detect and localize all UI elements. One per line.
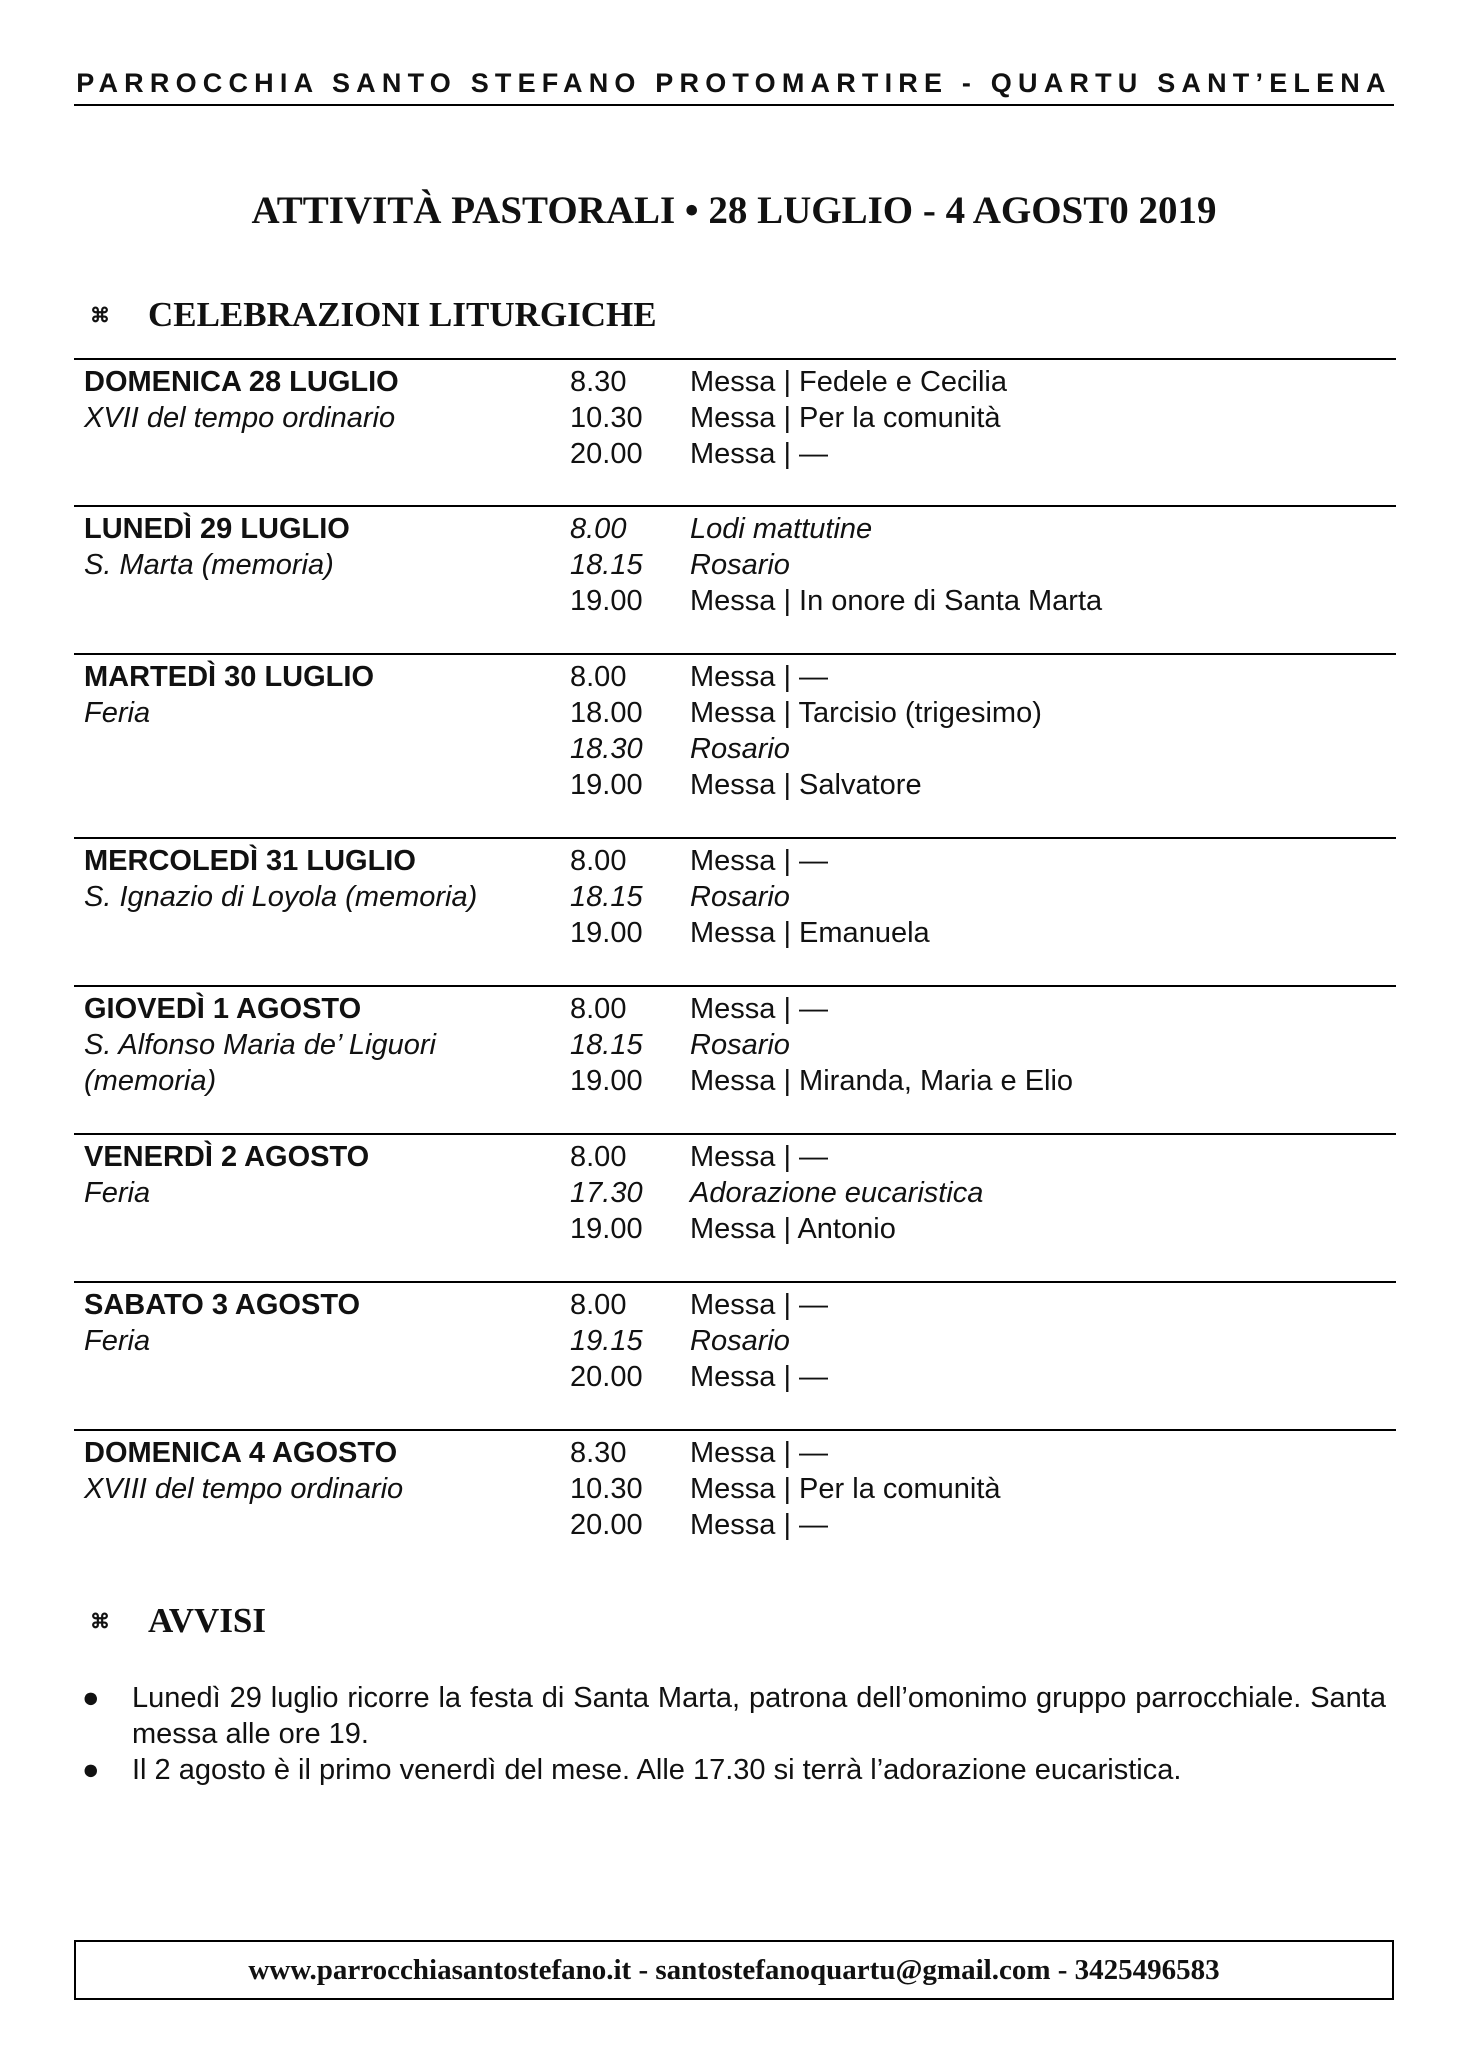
bulletin-title: ATTIVITÀ PASTORALI • 28 LUGLIO - 4 AGOST0 2019 [251, 189, 1217, 232]
day-subtitle: XVIII del tempo ordinario [84, 1473, 404, 1505]
event-description: Messa | Antonio [690, 1213, 896, 1245]
event-row [570, 1063, 1396, 1099]
day-subtitle: Feria [84, 697, 151, 729]
event-time: 8.30 [570, 366, 627, 398]
event-row [570, 915, 1396, 951]
event-time: 20.00 [570, 1509, 643, 1541]
event-description: Messa | — [690, 1289, 829, 1321]
event-description: Messa | — [690, 438, 829, 470]
day-subtitle: S. Ignazio di Loyola (memoria) [84, 881, 478, 913]
event-time: 8.00 [570, 1141, 627, 1173]
section-avvisi-label: AVVISI [148, 1601, 267, 1640]
event-row [570, 511, 1396, 547]
day-events [570, 991, 1396, 1099]
schedule-day [74, 985, 1396, 1133]
schedule-day [74, 1133, 1396, 1281]
event-time: 20.00 [570, 1361, 643, 1393]
event-time: 19.00 [570, 769, 643, 801]
schedule-day [74, 505, 1396, 653]
event-time: 19.00 [570, 1213, 643, 1245]
day-name: MARTEDÌ 30 LUGLIO [84, 661, 375, 693]
event-row [570, 400, 1396, 436]
event-row [570, 695, 1396, 731]
event-description: Lodi mattutine [690, 513, 873, 545]
event-description: Messa | — [690, 993, 829, 1025]
event-description: Adorazione eucaristica [690, 1177, 984, 1209]
event-description: Messa | In onore di Santa Marta [690, 585, 1103, 617]
day-subtitle: Feria [84, 1177, 151, 1209]
day-subtitle: Feria [84, 1325, 151, 1357]
day-name: LUNEDÌ 29 LUGLIO [84, 513, 350, 545]
event-description: Messa | — [690, 661, 829, 693]
day-subtitle: S. Alfonso Maria de’ Liguori (memoria) [84, 1029, 436, 1097]
section-mark-icon: ⌘ [90, 1610, 110, 1633]
event-row [570, 1359, 1396, 1395]
event-row [570, 1027, 1396, 1063]
event-description: Messa | — [690, 1509, 829, 1541]
event-time: 8.00 [570, 1289, 627, 1321]
notice-item [74, 1680, 1396, 1752]
event-time: 8.30 [570, 1437, 627, 1469]
event-time: 19.00 [570, 585, 643, 617]
event-row [570, 1471, 1396, 1507]
event-row [570, 1287, 1396, 1323]
event-description: Messa | Miranda, Maria e Elio [690, 1065, 1074, 1097]
contact-footer [74, 1940, 1394, 2000]
section-avvisi [74, 1598, 266, 1644]
event-time: 18.15 [570, 549, 643, 581]
event-row [570, 1139, 1396, 1175]
event-time: 8.00 [570, 513, 627, 545]
event-time: 19.00 [570, 917, 643, 949]
header-divider [74, 104, 1394, 106]
event-row [570, 991, 1396, 1027]
event-time: 18.15 [570, 881, 643, 913]
event-time: 20.00 [570, 438, 643, 470]
day-events [570, 1287, 1396, 1395]
day-name: DOMENICA 4 AGOSTO [84, 1437, 398, 1469]
day-events [570, 1139, 1396, 1247]
event-time: 19.00 [570, 1065, 643, 1097]
event-description: Messa | Tarcisio (trigesimo) [690, 697, 1042, 729]
event-row [570, 731, 1396, 767]
event-description: Messa | Emanuela [690, 917, 930, 949]
event-row [570, 547, 1396, 583]
day-name: DOMENICA 28 LUGLIO [84, 366, 399, 398]
day-name: GIOVEDÌ 1 AGOSTO [84, 993, 362, 1025]
day-name: MERCOLEDÌ 31 LUGLIO [84, 845, 416, 877]
event-row [570, 843, 1396, 879]
event-time: 10.30 [570, 402, 643, 434]
day-events [570, 1435, 1396, 1543]
day-events [570, 843, 1396, 951]
event-time: 18.30 [570, 733, 643, 765]
event-time: 8.00 [570, 661, 627, 693]
day-subtitle: S. Marta (memoria) [84, 549, 334, 581]
schedule-day [74, 1281, 1396, 1429]
day-events [570, 364, 1396, 472]
event-description: Messa | — [690, 1437, 829, 1469]
day-events [570, 511, 1396, 619]
event-time: 8.00 [570, 993, 627, 1025]
event-description: Messa | — [690, 845, 829, 877]
section-celebrazioni [74, 292, 657, 338]
notice-text: Lunedì 29 luglio ricorre la festa di Santa Marta, patrona dell’omonimo gruppo parrocchiale. Santa messa alle ore 19. [132, 1682, 1386, 1750]
day-events [570, 659, 1396, 803]
event-row [570, 879, 1396, 915]
event-row [570, 767, 1396, 803]
event-description: Rosario [690, 549, 790, 581]
event-row [570, 1435, 1396, 1471]
schedule-day [74, 837, 1396, 985]
event-description: Rosario [690, 881, 790, 913]
event-description: Messa | — [690, 1141, 829, 1173]
contact-info: www.parrocchiasantostefano.it - santostefanoquartu@gmail.com - 3425496583 [248, 1953, 1220, 1986]
event-row [570, 364, 1396, 400]
parish-header: PARROCCHIA SANTO STEFANO PROTOMARTIRE - QUARTU SANT’ELENA [76, 68, 1392, 98]
event-time: 19.15 [570, 1325, 643, 1357]
event-row [570, 1175, 1396, 1211]
event-description: Rosario [690, 1029, 790, 1061]
event-description: Messa | Fedele e Cecilia [690, 366, 1008, 398]
bullet-icon: ● [82, 1754, 100, 1786]
event-description: Messa | — [690, 1361, 829, 1393]
event-row [570, 1211, 1396, 1247]
day-name: SABATO 3 AGOSTO [84, 1289, 361, 1321]
event-time: 17.30 [570, 1177, 643, 1209]
schedule-day [74, 358, 1396, 505]
event-row [570, 659, 1396, 695]
event-description: Rosario [690, 1325, 790, 1357]
day-subtitle: XVII del tempo ordinario [84, 402, 396, 434]
schedule-day [74, 653, 1396, 837]
event-description: Messa | Salvatore [690, 769, 922, 801]
event-description: Messa | Per la comunità [690, 402, 1001, 434]
liturgical-schedule [74, 358, 1396, 1541]
event-time: 18.00 [570, 697, 643, 729]
bullet-icon: ● [82, 1682, 100, 1714]
event-row [570, 1323, 1396, 1359]
section-mark-icon: ⌘ [90, 304, 110, 327]
event-time: 8.00 [570, 845, 627, 877]
notices-list [74, 1680, 1396, 1788]
event-row [570, 1507, 1396, 1543]
day-name: VENERDÌ 2 AGOSTO [84, 1141, 370, 1173]
schedule-day [74, 1429, 1396, 1541]
notice-item [74, 1752, 1396, 1788]
event-time: 10.30 [570, 1473, 643, 1505]
event-description: Messa | Per la comunità [690, 1473, 1001, 1505]
event-description: Rosario [690, 733, 790, 765]
event-time: 18.15 [570, 1029, 643, 1061]
section-celebrazioni-label: CELEBRAZIONI LITURGICHE [148, 295, 657, 334]
event-row [570, 583, 1396, 619]
notice-text: Il 2 agosto è il primo venerdì del mese. Alle 17.30 si terrà l’adorazione eucaristica. [132, 1754, 1182, 1786]
event-row [570, 436, 1396, 472]
